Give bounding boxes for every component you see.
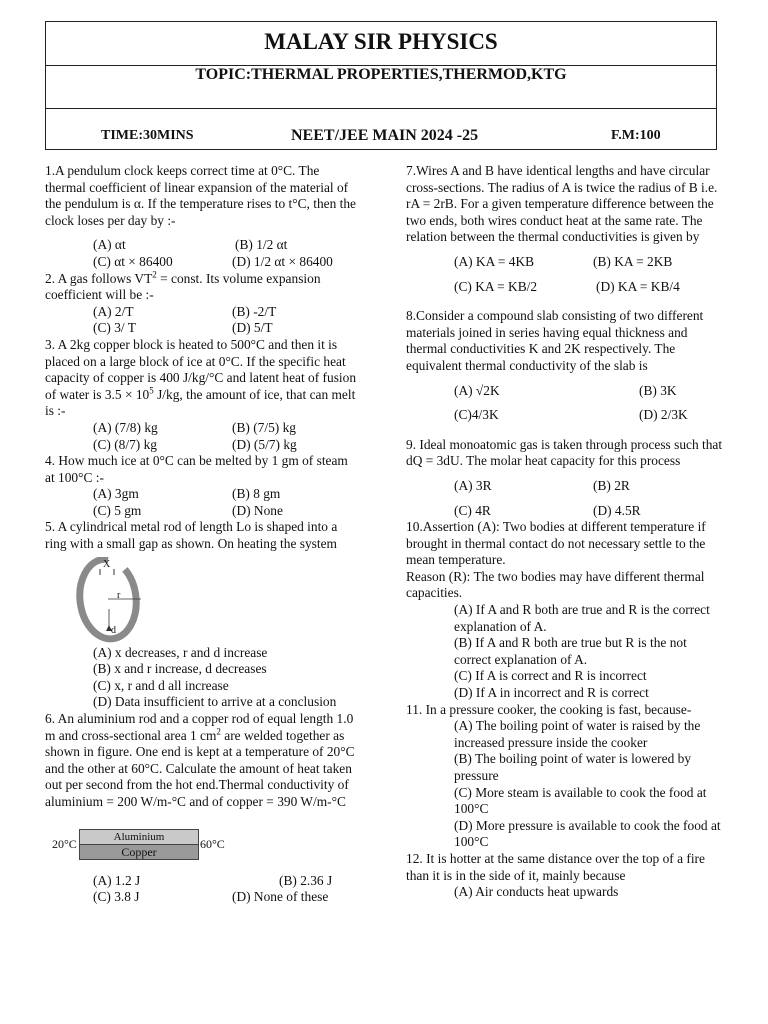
question-7 — [406, 163, 724, 308]
option-c: (C)4/3K — [454, 407, 499, 423]
option-c: (C) 5 gm — [93, 502, 142, 518]
topic-heading: TOPIC:THERMAL PROPERTIES,THERMOD,KTG — [195, 66, 567, 83]
question-12 — [406, 851, 724, 901]
option-b: (B) The boiling point of water is lowered by pressure — [454, 751, 692, 783]
question-text: 12. It is hotter at the same distance over the top of a fire than it is in the side of it, mainly because — [406, 850, 705, 883]
option-d: (D) 5/T — [232, 320, 273, 336]
option-c: (C) 4R — [454, 502, 491, 518]
question-text: 11. In a pressure cooker, the cooking is fast, because- — [406, 701, 692, 717]
option-b: (B) KA = 2KB — [593, 253, 673, 269]
question-text: 6. An aluminium rod and a copper rod of equal length 1.0 m and cross-sectional area 1 $cm^2$ are welded together as shown in figure. One end is kept at a temperature of 20°C and the other at 60°C. Calculate the amount of heat taken out per second from the hot end.Thermal conductivity of aluminium = 200 W/m-°C and of copper = 390 W/m-°C — [45, 711, 355, 809]
option-a: (A) 2/T — [93, 303, 134, 319]
option-b: (B) -2/T — [232, 303, 277, 319]
option-d: (D) 4.5R — [593, 502, 641, 518]
ring-figure — [45, 557, 360, 645]
question-text: 4. How much ice at 0°C can be melted by 1 gm of steam at 100°C :- — [45, 453, 348, 485]
left-column — [45, 163, 360, 906]
question-text: 2. A gas follows $VT^2$ = const. Its volume expansion coefficient will be :- — [45, 269, 321, 303]
option-b: (B) 2R — [593, 477, 630, 493]
question-text: 3. A 2kg copper block is heated to 500°C and then it is placed on a large block of ice at 0°C. If the specific heat capacity of copper is 400 J/kg/°C and latent heat of fusion of water is $3.5 \times 10^5$ J/kg, the amount of ice, that can melt is :- — [45, 336, 357, 419]
option-b: (B) 8 gm — [232, 486, 281, 502]
question-8 — [406, 308, 724, 437]
option-b: (B) x and r increase, d decreases — [93, 661, 267, 677]
question-5 — [45, 519, 360, 711]
copper-rod: Copper — [79, 844, 199, 860]
question-text: 7.Wires A and B have identical lengths and have circular cross-sections. The radius of A is twice the radius of B i.e. rA = 2rB. For a given temperature difference between the two ends, both wires conduct heat at the same rate. The relation between the thermal conductivities is given by — [406, 163, 718, 245]
option-c: (C) 3/ T — [93, 320, 136, 336]
page-title: MALAY SIR PHYSICS — [264, 29, 498, 54]
option-c: (C) 3.8 J — [93, 889, 140, 905]
question-11 — [406, 702, 724, 851]
right-column — [406, 163, 724, 901]
option-a: (A) αt — [93, 237, 126, 253]
option-d: (D) None of these — [232, 889, 329, 905]
option-d: (D) Data insufficient to arrive at a conclusion — [93, 694, 337, 710]
time-label: TIME:30MINS — [101, 128, 194, 143]
options-row — [45, 320, 360, 337]
fig-label-r: r — [117, 589, 121, 601]
option-a: (A) √2K — [454, 382, 500, 398]
option-c: (C) αt × 86400 — [93, 253, 173, 269]
option-a: (A) x decreases, r and d increase — [93, 644, 268, 660]
fig-left-temp: 20°C — [52, 836, 77, 851]
option-d: (D) (5/7) kg — [232, 436, 297, 452]
options-row — [45, 237, 360, 254]
question-text: 8.Consider a compound slab consisting of two different materials joined in series having equal thickness and thermal conductivities K and 2K respectively. The equivalent thermal conductivity of the slab is — [406, 308, 704, 373]
assertion-text: 10.Assertion (A): Two bodies at different temperature if brought in thermal contact do not necessary settle to the mean temperature. — [406, 519, 706, 568]
option-d: (D) 2/3K — [639, 407, 688, 423]
options-row — [45, 420, 360, 437]
options-row — [45, 889, 360, 906]
fig-label-x: X — [103, 558, 111, 570]
full-marks-label: F.M:100 — [611, 128, 661, 143]
fig-right-temp: 60°C — [200, 836, 225, 851]
question-text: 1.A pendulum clock keeps correct time at 0°C. The thermal coefficient of linear expansion of the material of the pendulum is α. If the temperature rises to t°C, then the clock loses per day by :- — [45, 163, 356, 228]
option-a: (A) If A and R both are true and R is the correct explanation of A. — [454, 602, 710, 634]
option-a: (A) 3R — [454, 477, 492, 493]
option-c: (C) More steam is available to cook the food at 100°C — [454, 784, 707, 817]
question-2 — [45, 271, 360, 337]
reason-text: Reason (R): The two bodies may have different thermal capacities. — [406, 568, 705, 601]
option-b: (B) 1/2 αt — [235, 237, 288, 253]
question-10 — [406, 519, 724, 702]
question-text: 5. A cylindrical metal rod of length Lo is shaped into a ring with a small gap as shown. On heating the system — [45, 519, 338, 552]
aluminium-rod: Aluminium — [79, 829, 199, 845]
option-b: (B) (7/5) kg — [232, 419, 296, 435]
options-row — [406, 383, 724, 400]
options-row — [406, 407, 724, 424]
option-d: (D) None — [232, 502, 283, 518]
options-row — [45, 437, 360, 454]
divider — [46, 108, 716, 109]
option-a: (A) KA = 4KB — [454, 253, 535, 269]
exam-label: NEET/JEE MAIN 2024 -25 — [291, 127, 479, 144]
option-c: (C) x, r and d all increase — [93, 677, 229, 693]
rod-figure — [45, 817, 360, 873]
option-c: (C) If A is correct and R is incorrect — [454, 668, 647, 684]
question-3 — [45, 337, 360, 453]
question-4 — [45, 453, 360, 519]
option-d: (D) 1/2 αt × 86400 — [232, 253, 333, 269]
options-row — [45, 486, 360, 503]
options-row — [406, 254, 724, 271]
options-row — [406, 279, 724, 296]
option-a: (A) Air conducts heat upwards — [454, 884, 619, 900]
question-1 — [45, 163, 360, 271]
option-d: (D) KA = KB/4 — [596, 278, 680, 294]
question-9 — [406, 437, 724, 519]
option-a: (A) (7/8) kg — [93, 419, 158, 435]
option-c: (C) KA = KB/2 — [454, 278, 538, 294]
options-row — [45, 254, 360, 271]
options-row — [45, 873, 360, 890]
option-d: (D) More pressure is available to cook the food at 100°C — [454, 817, 721, 850]
question-text: 9. Ideal monoatomic gas is taken through process such that dQ = 3dU. The molar heat capacity for this process — [406, 436, 723, 469]
option-a: (A) 1.2 J — [93, 872, 141, 888]
fig-label-d: d — [111, 624, 116, 636]
option-b: (B) 3K — [639, 382, 677, 398]
question-6 — [45, 711, 360, 906]
options-row — [406, 478, 724, 495]
option-a: (A) The boiling point of water is raised by the increased pressure inside the cooker — [454, 718, 701, 750]
options-row — [406, 503, 724, 520]
option-c: (C) (8/7) kg — [93, 436, 157, 452]
option-b: (B) 2.36 J — [279, 872, 333, 888]
options-row — [45, 503, 360, 520]
option-b: (B) If A and R both are true but R is the not correct explanation of A. — [454, 635, 687, 667]
options-row — [45, 304, 360, 321]
option-a: (A) 3gm — [93, 486, 139, 502]
option-d: (D) If A in incorrect and R is correct — [454, 685, 649, 701]
header-box — [45, 21, 717, 150]
